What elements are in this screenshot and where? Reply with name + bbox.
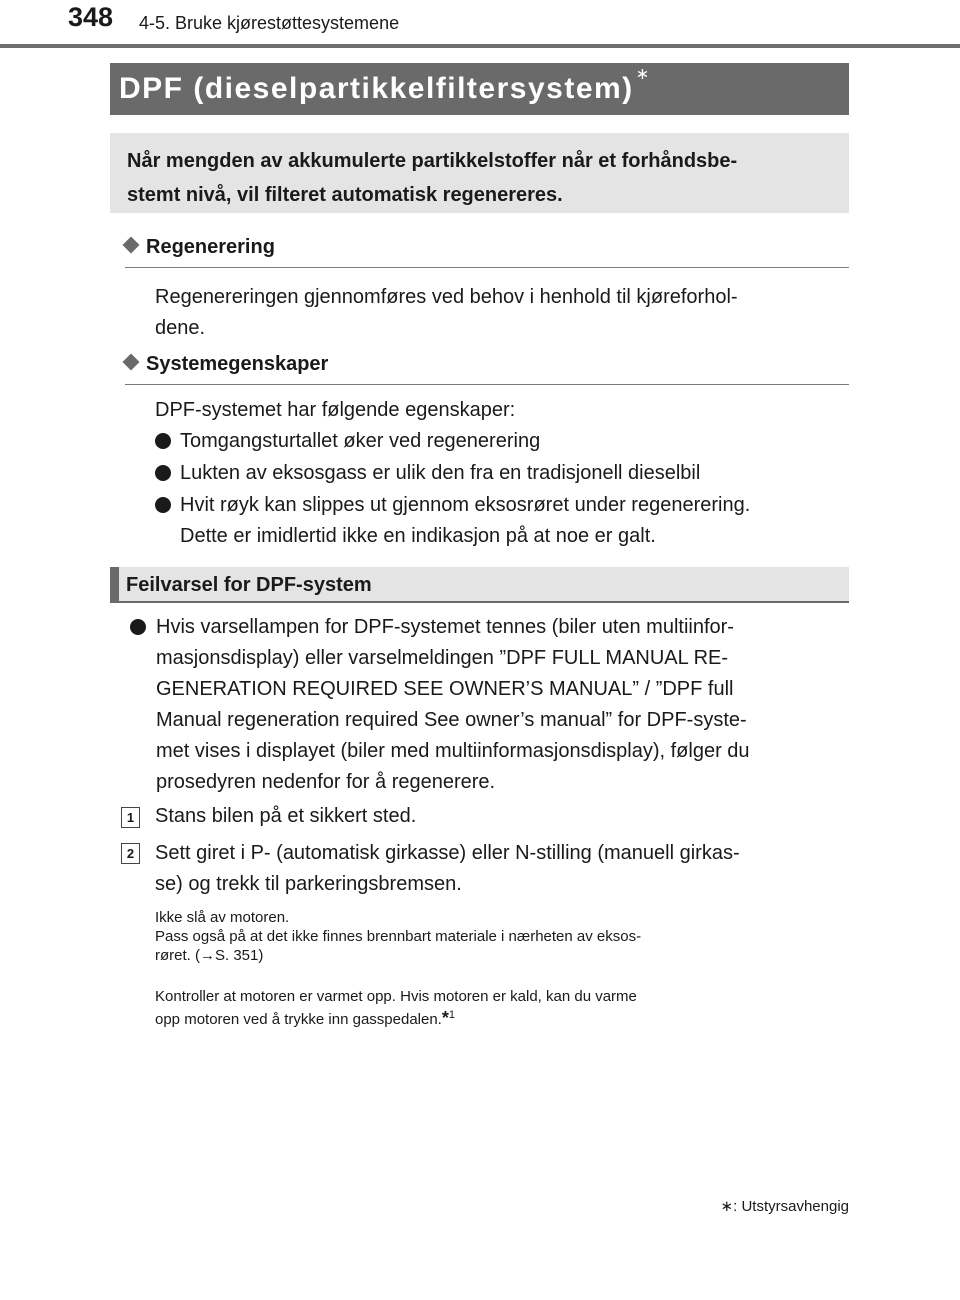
footnote-asterisk-icon: *	[441, 1008, 449, 1028]
step-2-line-2: se) og trekk til parkeringsbremsen.	[155, 873, 462, 895]
section-rule	[125, 384, 849, 385]
asterisk-icon: ∗	[720, 1198, 734, 1215]
bullet-icon	[155, 497, 171, 513]
note-2	[155, 927, 841, 965]
diamond-icon	[123, 354, 140, 371]
heading-systemegenskaper-label: Systemegenskaper	[146, 353, 329, 375]
note-2-line-1: Pass også på at det ikke finnes brennbart materiale i nærheten av eksos-	[155, 928, 642, 945]
step-number-badge: 2	[121, 843, 140, 864]
regenerering-text	[155, 282, 841, 344]
header-rule	[0, 44, 960, 48]
regenerering-line-2: dene.	[155, 317, 206, 339]
heading-regenerering	[125, 236, 275, 259]
bullet-icon	[155, 465, 171, 481]
list-item	[130, 612, 841, 798]
intro-line-2: stemt nivå, vil filteret automatisk regenereres.	[127, 184, 563, 206]
note-3-line-1: Kontroller at motoren er varmet opp. Hvis motoren er kald, kan du varme	[155, 988, 637, 1005]
footnote-text: : Utstyrsavhengig	[733, 1198, 849, 1215]
section-title: DPF (dieselpartikkelfiltersystem)	[119, 72, 634, 105]
chapter-title: 4-5. Bruke kjørestøttesystemene	[139, 13, 400, 33]
section-rule	[125, 267, 849, 268]
feilvarsel-line: prosedyren nedenfor for å regenerere.	[156, 771, 496, 793]
note-2-line-2: røret. (→S. 351)	[155, 947, 264, 964]
subheading-rule	[110, 601, 849, 603]
list-item-text	[180, 490, 843, 552]
list-item-text: Tomgangsturtallet øker ved regenerering	[180, 430, 541, 452]
asterisk-icon: ∗	[635, 66, 651, 83]
list-item-text: Lukten av eksosgass er ulik den fra en tradisjonell dieselbil	[180, 462, 701, 484]
bullet-icon	[155, 433, 171, 449]
systemegenskaper-lead: DPF-systemet har følgende egenskaper:	[155, 399, 516, 421]
list-item	[155, 490, 843, 552]
feilvarsel-line: Manual regeneration required See owner’s manual” for DPF-syste-	[156, 709, 747, 731]
regenerering-line-1: Regenereringen gjennomføres ved behov i henhold til kjøreforhol-	[155, 286, 738, 308]
step-2-text	[155, 838, 841, 900]
feilvarsel-line: GENERATION REQUIRED SEE OWNER’S MANUAL” / ”DPF full	[156, 678, 734, 700]
note-3-line-2	[155, 1006, 841, 1029]
section-title-bar	[110, 63, 849, 115]
intro-box	[110, 133, 849, 213]
subheading-feilvarsel: Feilvarsel for DPF-system	[110, 567, 849, 601]
list-item	[155, 426, 843, 457]
list-item	[155, 458, 843, 489]
feilvarsel-line: Hvis varsellampen for DPF-systemet tennes (biler uten multiinfor-	[156, 616, 734, 638]
intro-line-1: Når mengden av akkumulerte partikkelstoffer når et forhåndsbe-	[127, 150, 738, 172]
heading-systemegenskaper	[125, 353, 328, 376]
note-3-line-2-text: opp motoren ved å trykke inn gasspedalen.	[155, 1011, 442, 1028]
note-3	[155, 987, 841, 1029]
step-number-badge: 1	[121, 807, 140, 828]
footnote-ref: 1	[448, 1009, 455, 1021]
list-item-line: Dette er imidlertid ikke en indikasjon på at noe er galt.	[180, 525, 656, 547]
note-1: Ikke slå av motoren.	[155, 909, 290, 926]
heading-regenerering-label: Regenerering	[146, 236, 275, 258]
step-1-text: Stans bilen på et sikkert sted.	[155, 805, 417, 827]
bullet-icon	[130, 619, 146, 635]
feilvarsel-line: masjonsdisplay) eller varselmeldingen ”DPF FULL MANUAL RE-	[156, 647, 729, 669]
feilvarsel-text	[156, 612, 841, 798]
list-item-line: Hvit røyk kan slippes ut gjennom eksosrøret under regenerering.	[180, 494, 751, 516]
step-2-line-1: Sett giret i P- (automatisk girkasse) eller N-stilling (manuell girkas-	[155, 842, 740, 864]
feilvarsel-line: met vises i displayet (biler med multiinformasjonsdisplay), følger du	[156, 740, 750, 762]
page-number: 348	[68, 2, 114, 32]
diamond-icon	[123, 237, 140, 254]
footnote	[721, 1197, 849, 1215]
